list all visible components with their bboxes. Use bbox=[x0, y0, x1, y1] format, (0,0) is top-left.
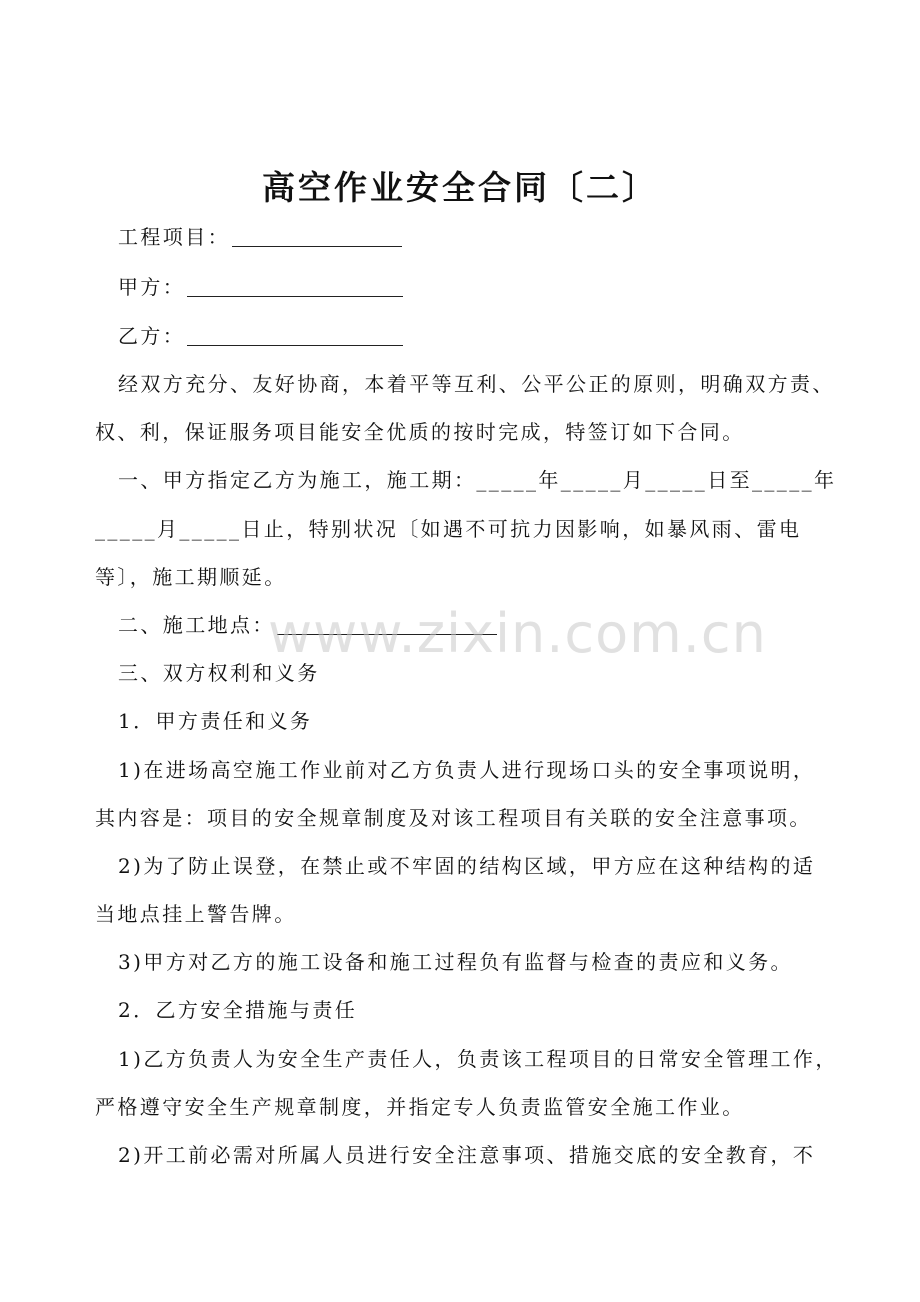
clause-1-line-3: 等〕，施工期顺延。 bbox=[95, 565, 287, 589]
project-blank bbox=[232, 226, 402, 247]
section-a-item-3: 3)甲方对乙方的施工设备和施工过程负有监督与检查的责应和义务。 bbox=[118, 950, 793, 974]
project-label: 工程项目： bbox=[118, 225, 230, 249]
section-a-item-1-line-2: 其内容是：项目的安全规章制度及对该工程项目有关联的安全注意事项。 bbox=[95, 806, 812, 830]
clause-3-heading: 三、双方权利和义务 bbox=[118, 661, 320, 685]
section-a-item-2-line-2: 当地点挂上警告牌。 bbox=[95, 902, 297, 926]
party-a-blank bbox=[187, 276, 403, 297]
document-title: 高空作业安全合同〔二〕 bbox=[262, 168, 658, 207]
clause-2-label: 二、施工地点： bbox=[118, 613, 275, 637]
party-b-blank bbox=[187, 325, 403, 346]
party-b-field bbox=[118, 323, 403, 349]
party-b-label: 乙方： bbox=[118, 324, 186, 348]
section-a-item-1-line-1: 1)在进场高空施工作业前对乙方负责人进行现场口头的安全事项说明， bbox=[118, 758, 816, 782]
section-a-item-2-line-1: 2)为了防止误登，在禁止或不牢固的结构区域，甲方应在这种结构的适 bbox=[118, 854, 816, 878]
party-a-field bbox=[118, 274, 403, 300]
party-a-label: 甲方： bbox=[118, 275, 186, 299]
clause-1-line-2: _____月_____日止，特别状况〔如遇不可抗力因影响，如暴风雨、雷电 bbox=[95, 517, 802, 541]
clause-1-line-1: 一、甲方指定乙方为施工，施工期：_____年_____月_____日至_____年 bbox=[118, 468, 837, 492]
section-b-item-2-line-1: 2)开工前必需对所属人员进行安全注意事项、措施交底的安全教育，不 bbox=[118, 1143, 816, 1167]
section-b-item-1-line-2: 严格遵守安全生产规章制度，并指定专人负责监管安全施工作业。 bbox=[95, 1095, 745, 1119]
section-b-item-1-line-1: 1)乙方负责人为安全生产责任人，负责该工程项目的日常安全管理工作， bbox=[118, 1047, 838, 1071]
section-a-heading: 1．甲方责任和义务 bbox=[118, 709, 313, 733]
watermark: www.zixin.com.cn bbox=[268, 602, 767, 665]
section-b-heading: 2．乙方安全措施与责任 bbox=[118, 998, 358, 1022]
intro-line-1: 经双方充分、友好协商，本着平等互利、公平公正的原则，明确双方责、 bbox=[118, 372, 835, 396]
project-field bbox=[118, 224, 402, 250]
intro-line-2: 权、利，保证服务项目能安全优质的按时完成，特签订如下合同。 bbox=[95, 420, 745, 444]
